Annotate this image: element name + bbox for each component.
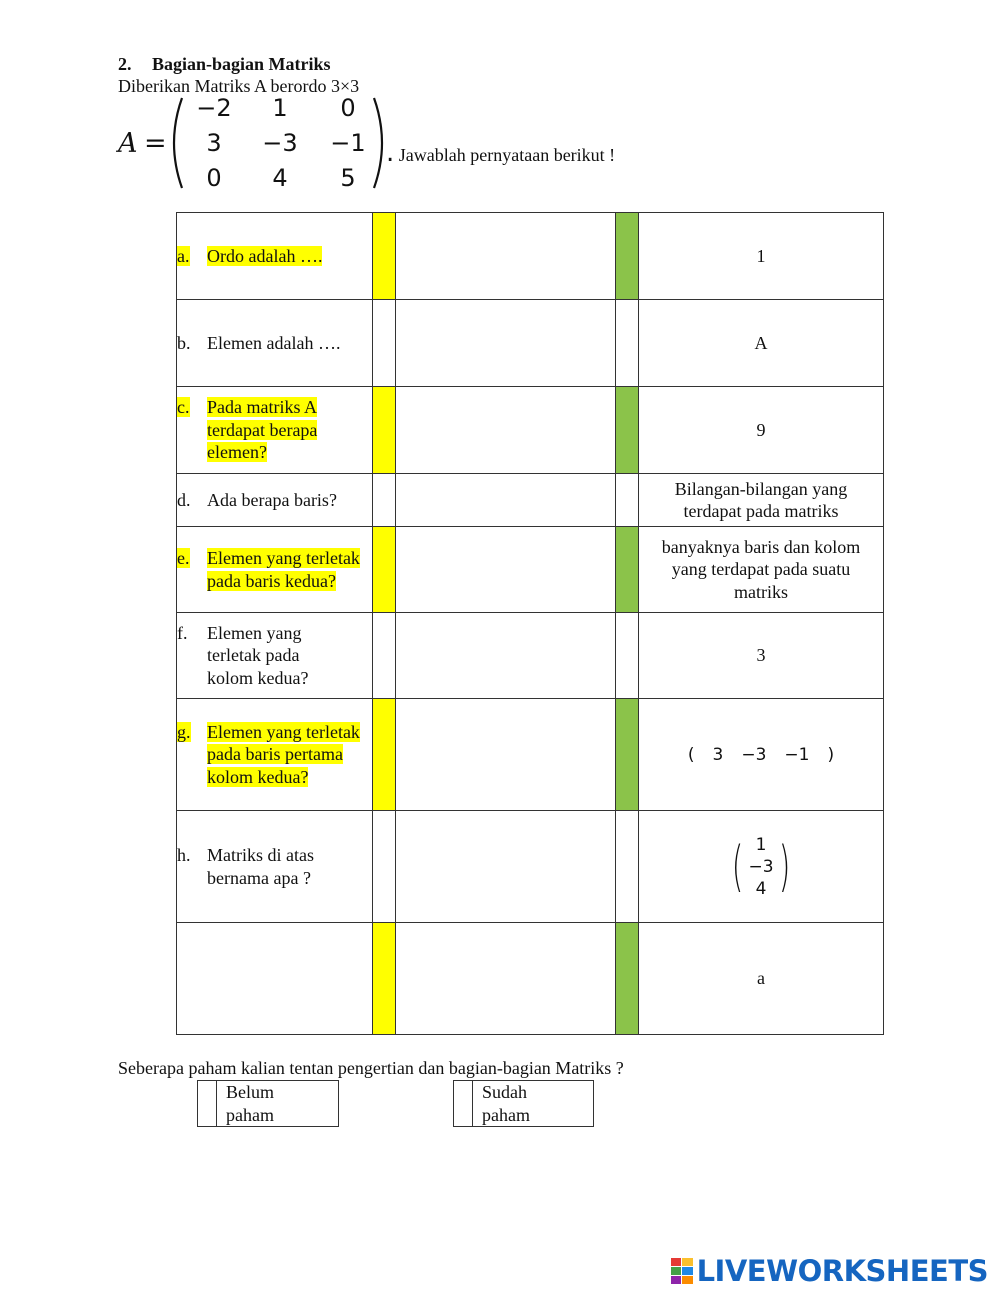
section-heading <box>118 54 331 75</box>
table-row <box>177 699 884 811</box>
answer-drag-handle[interactable] <box>616 811 639 923</box>
close-paren-icon: ) <box>778 834 790 898</box>
matrix-cell: 5 <box>340 164 356 192</box>
logo-text: LIVEWORKSHEETS <box>696 1254 988 1288</box>
row-vector <box>688 744 834 767</box>
table-row <box>177 213 884 300</box>
table-row <box>177 474 884 527</box>
question-cell <box>177 527 373 613</box>
question-letter: g. <box>177 721 191 742</box>
answer-drag-handle[interactable] <box>616 527 639 613</box>
choice-checkbox[interactable] <box>198 1081 217 1126</box>
choice-sudah-paham[interactable] <box>453 1080 594 1127</box>
logo-mark-icon <box>671 1258 693 1284</box>
matrix-cell: 3 <box>206 129 222 157</box>
question-drag-handle[interactable] <box>373 213 396 300</box>
question-drag-handle[interactable] <box>373 699 396 811</box>
question-cell <box>177 613 373 699</box>
question-cell <box>177 474 373 527</box>
choice-label: Belum paham <box>226 1082 274 1125</box>
feedback-question: Seberapa paham kalian tentan pengertian dan bagian-bagian Matriks ? <box>118 1058 624 1078</box>
column-vector <box>727 834 794 900</box>
question-letter: c. <box>177 397 190 418</box>
question-text: Matriks di atas bernama apa ? <box>207 845 314 888</box>
question-drag-handle[interactable] <box>373 474 396 527</box>
answer-drag-handle[interactable] <box>616 213 639 300</box>
close-paren-icon: ) <box>827 744 835 765</box>
vector-entry: −3 <box>741 744 767 765</box>
matching-table <box>176 212 884 1035</box>
table-row <box>177 527 884 613</box>
table-row <box>177 613 884 699</box>
matrix-label: A <box>118 128 138 159</box>
question-cell <box>177 300 373 387</box>
answer-drop-zone[interactable] <box>396 300 616 387</box>
open-paren-icon: ( <box>732 834 744 898</box>
answer-option[interactable]: Bilangan-bilangan yang terdapat pada matriks <box>639 474 884 527</box>
answer-drag-handle[interactable] <box>616 699 639 811</box>
question-drag-handle[interactable] <box>373 300 396 387</box>
matrix-cell: −2 <box>196 94 232 122</box>
question-text: Elemen yang terletak pada baris kedua? <box>207 548 360 591</box>
question-drag-handle[interactable] <box>373 811 396 923</box>
question-letter: a. <box>177 245 190 266</box>
table-row <box>177 923 884 1035</box>
open-paren-icon: ( <box>687 744 695 765</box>
answer-drag-handle[interactable] <box>616 474 639 527</box>
question-text: Elemen yang terletak pada baris pertama kolom kedua? <box>207 721 360 787</box>
answer-option[interactable]: 9 <box>639 387 884 474</box>
answer-option[interactable]: 3 <box>639 613 884 699</box>
matrix-cell: 1 <box>272 94 288 122</box>
question-cell <box>177 387 373 474</box>
answer-option[interactable]: A <box>639 300 884 387</box>
question-cell <box>177 213 373 300</box>
question-drag-handle[interactable] <box>373 613 396 699</box>
question-letter: f. <box>177 622 188 643</box>
vector-entry: 1 <box>755 834 767 855</box>
answer-option[interactable] <box>639 811 884 923</box>
answer-drop-zone[interactable] <box>396 387 616 474</box>
section-number: 2. <box>118 54 132 74</box>
question-text: Elemen adalah …. <box>207 332 341 353</box>
answer-option[interactable]: a <box>639 923 884 1035</box>
answer-drag-handle[interactable] <box>616 613 639 699</box>
question-cell <box>177 923 373 1035</box>
question-cell <box>177 699 373 811</box>
vector-entry: −3 <box>748 856 774 877</box>
vector-entry: 4 <box>755 878 767 899</box>
answer-drag-handle[interactable] <box>616 387 639 474</box>
table-row <box>177 387 884 474</box>
matrix-cell: −1 <box>330 129 366 157</box>
answer-drop-zone[interactable] <box>396 213 616 300</box>
question-letter: d. <box>177 489 191 510</box>
question-drag-handle[interactable] <box>373 527 396 613</box>
answer-drop-zone[interactable] <box>396 527 616 613</box>
matrix-instruction: Jawablah pernyataan berikut ! <box>398 145 616 165</box>
section-intro: Diberikan Matriks A berordo 3×3 <box>118 76 360 96</box>
choice-belum-paham[interactable] <box>197 1080 339 1127</box>
answer-drop-zone[interactable] <box>396 699 616 811</box>
question-letter: e. <box>177 548 190 568</box>
matrix-cell: 4 <box>272 164 288 192</box>
question-text: Ordo adalah …. <box>207 245 323 266</box>
matrix-cell: 0 <box>340 94 356 122</box>
question-cell <box>177 811 373 923</box>
liveworksheets-logo <box>671 1254 988 1288</box>
matrix-equals: = <box>144 128 167 159</box>
matrix-a <box>168 94 388 192</box>
section-title: Bagian-bagian Matriks <box>152 54 331 74</box>
answer-option[interactable]: 1 <box>639 213 884 300</box>
question-drag-handle[interactable] <box>373 923 396 1035</box>
question-letter: b. <box>177 332 191 353</box>
vector-entry: −1 <box>784 744 810 765</box>
matrix-period: . <box>386 138 395 168</box>
answer-drop-zone[interactable] <box>396 474 616 527</box>
table-row <box>177 811 884 923</box>
matrix-cell: −3 <box>262 129 298 157</box>
vector-entry: 3 <box>712 744 724 765</box>
table-row <box>177 300 884 387</box>
choice-label: Sudah paham <box>482 1082 530 1125</box>
question-letter: h. <box>177 845 191 865</box>
choice-checkbox[interactable] <box>454 1081 473 1126</box>
answer-drag-handle[interactable] <box>616 300 639 387</box>
answer-drag-handle[interactable] <box>616 923 639 1035</box>
question-drag-handle[interactable] <box>373 387 396 474</box>
answer-drop-zone[interactable] <box>396 923 616 1035</box>
answer-drop-zone[interactable] <box>396 613 616 699</box>
answer-drop-zone[interactable] <box>396 811 616 923</box>
answer-option[interactable]: banyaknya baris dan kolom yang terdapat pada suatu matriks <box>639 527 884 613</box>
matrix-instruction-line <box>386 138 615 168</box>
answer-option[interactable] <box>639 699 884 811</box>
matrix-cell: 0 <box>206 164 222 192</box>
question-text: Elemen yang terletak pada kolom kedua? <box>207 622 309 688</box>
question-text: Ada berapa baris? <box>207 489 337 510</box>
question-text: Pada matriks A terdapat berapa elemen? <box>207 397 318 463</box>
